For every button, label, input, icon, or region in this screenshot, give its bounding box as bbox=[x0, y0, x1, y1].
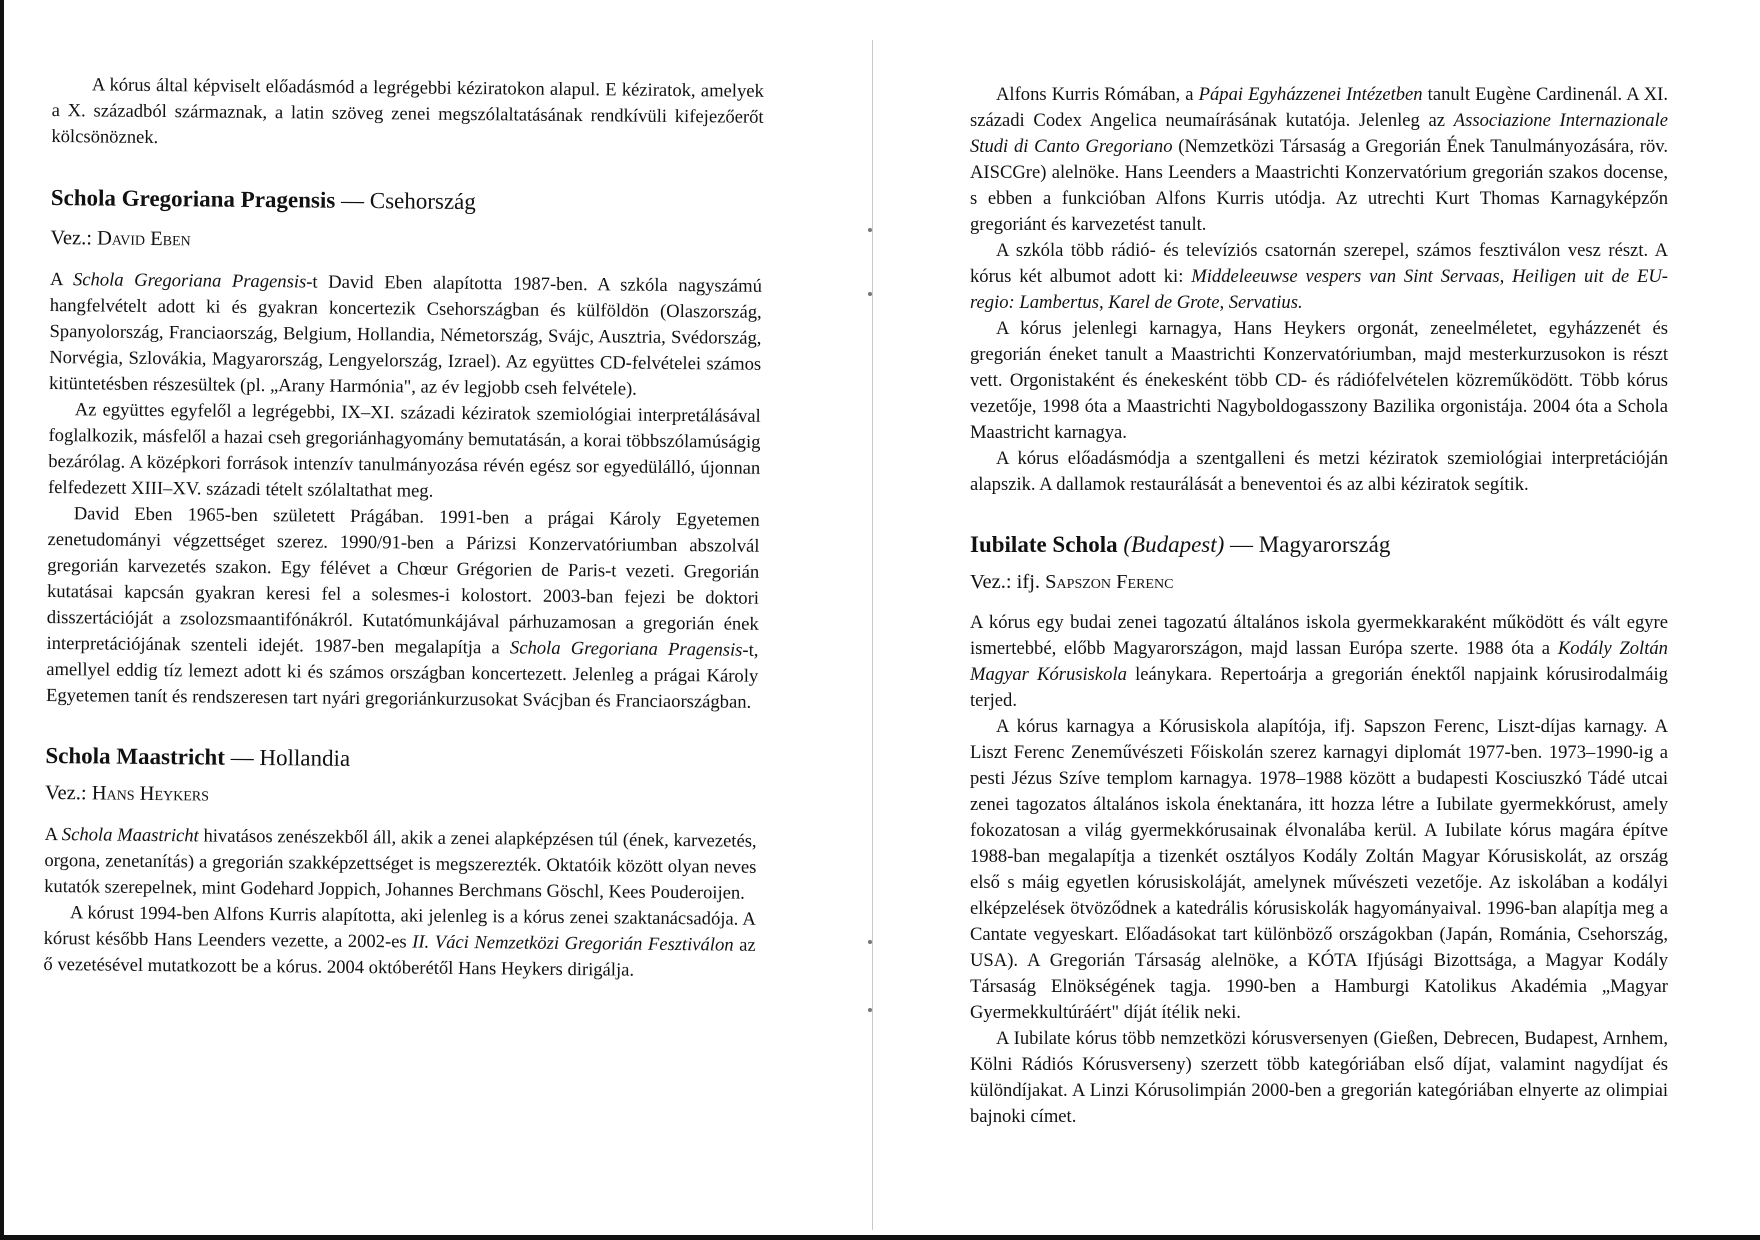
director-label: Vez.: bbox=[44, 781, 92, 805]
text-run: (Nemzetközi Társaság a Gregorián Ének Tanulmányozására, röv. AISCGre) alelnöke. Hans Leenders a Maastrichti Konzervatórium gregorián szakos docense, s ebben a funkcióban Alfons Kurris utódja. Az utrechti Kurt Thomas Karnagyképzőn gregoriánt és karvezetést tanult. bbox=[970, 136, 1669, 235]
text-run: A kórus egy budai zenei tagozatú általános iskola gyermekkaraként működött és vált egyre ismertebbé, előbb Magyarországon, majd lassan Európa szerte. 1988 óta a bbox=[970, 612, 1668, 659]
paragraph: A kórus jelenlegi karnagya, Hans Heykers orgonát, zeneelméletet, egyházzenét és gregorián éneket tanult a Maastrichti Konzervatóriumban, majd mesterkurzusokon is részt vett. Orgonistaként és énekesként több CD- és rádiófelvételen közreműködött. Több kórus vezetője, 1998 óta a Maastrichti Nagyboldogasszony Bazilika orgonistája. 2004 óta a Schola Maastricht karnagya. bbox=[970, 318, 1668, 443]
intro-paragraph: A kórus által képviselt előadásmód a legrégebbi kéziratokon alapul. E kéziratok, amelyek a X. századból származnak, a latin szöveg zenei megszólaltatásának rendkívüli kifejezőerőt kölcsönöznek. bbox=[51, 74, 764, 149]
text-run: A szkóla több rádió- és televíziós csatornán szerepel, számos fesztiválon vesz részt. A kórus két albumot adott ki: bbox=[970, 240, 1668, 287]
choir-country: Csehország bbox=[369, 188, 476, 215]
paragraph: A Iubilate kórus több nemzetközi kórusversenyen (Gießen, Debrecen, Budapest, Arnhem, Kölni Rádiós Kórusverseny) szerzett több kategóriában első díjat, valamint nagydíjat és különdíjakat. A Linzi Kórusolimpián 2000-ben a gregorián kategóriában elnyerte az olimpiai bajnoki címet. bbox=[970, 1028, 1668, 1127]
choir-name: Schola Maastricht bbox=[45, 742, 226, 770]
page-gutter bbox=[872, 40, 873, 1230]
director-line bbox=[45, 779, 757, 814]
italic-title: Schola Gregoriana Pragensis bbox=[509, 637, 743, 661]
text-run: David Eben 1965-ben született Prágában. 1991-ben a prágai Károly Egyetemen zenetudományi végzettséget szerez. 1990/91-ben a Párizsi Konzervatóriumban abszolvál gregorián karvezetés szakon. Egy félévet a Chœur Grégorien de Paris-t vezeti. Gregorián kutatásai kapcsán gyakran keresi fel a solesmes-i kolostort. 2003-ban fejezi be doktori disszertációját a zsolozsmaantifónákról. Kutatómunkájával párhuzamosan a gregorián ének interpretációjának szenteli idejét. 1987-ben megalapítja a bbox=[46, 503, 760, 659]
director-name: Hans Heykers bbox=[91, 782, 210, 806]
heading-separator: — bbox=[335, 187, 370, 214]
italic-title: Middeleeuwse vespers van Sint Servaas, Heiligen uit de EU-regio: Lambertus, Karel de Grote, Servatius. bbox=[970, 266, 1668, 313]
heading-separator: — bbox=[224, 744, 260, 771]
text-run: -t, amellyel eddig tíz lemezt adott ki és számos országban koncertezett. Jelenleg a prágai Károly Egyetemen tanít és rendszeresen tart nyári gregoriánkurzusokat Svácjban és Franciaországban. bbox=[45, 639, 759, 713]
paragraph: A kórus karnagya a Kórusiskola alapítója, ifj. Sapszon Ferenc, Liszt-díjas karnagy. A Liszt Ferenc Zeneművészeti Főiskolán szerez karnagyi diplomát 1977-ben. 1973–1990-ig a pesti Jézus Szíve templom karnagya. 1978–1988 között a budapesti Kosciuszkó Tádé utcai zenei tagozatos általános iskola énektanára, itt hozza létre a Iubilate gyermekkórust, amely fokozatosan a világ gyermekkórusainak élvonalába kerül. A Iubilate kórus magára építve 1988-ban megalapítja a tizenkét osztályos Kodály Zoltán Magyar Kórusiskolát, az ország első s máig egyetlen kórusiskoláját, amelynek művészeti vezetője. Az iskolában a kodályi elképzelések ötvöződnek a katedrális kórusiskolák hagyományaival. 1996-ban alapítja meg a Cantate vegyeskart. Előadásokat tart különböző országokban (Japán, Románia, Csehország, USA). A Gregorián Társaság alelnöke, a KÓTA Ifjúsági Bizottsága, a Magyar Kodály Társaság Elnökségének tagja. 1990-ben a Hamburgi Katolikus Akadémia „Magyar Gyermekkultúráért" díját ítélik neki. bbox=[970, 716, 1668, 1023]
italic-title: Kodály Zoltán Magyar Kórusiskola bbox=[970, 638, 1668, 685]
paragraph bbox=[46, 501, 760, 716]
paragraph bbox=[43, 900, 756, 985]
paragraph bbox=[970, 610, 1668, 714]
left-page bbox=[43, 72, 764, 985]
paragraph: A kórus előadásmódja a szentgalleni és metzi kéziratok szemiológiai interpretációján alapszik. A dallamok restaurálását a beneventoi és az albi kéziratok segítik. bbox=[970, 448, 1668, 495]
text-run: -t David Eben alapította 1987-ben. A szkóla nagyszámú hangfelvételt adott ki és gyakran koncertezik Csehországban és külföldön (Olaszország, Spanyolország, Franciaország, Belgium, Hollandia, Németország, Svájc, Ausztria, Svédország, Norvégia, Szlovákia, Magyarország, Lengyelország, Izrael). Az együttes CD-felvételei számos kitüntetésben részesültek (pl. „Arany Harmónia", az év legjobb cseh felvétele). bbox=[48, 271, 763, 400]
director-name: Sapszon Ferenc bbox=[1045, 571, 1174, 593]
director-label: Vez.: ifj. bbox=[970, 571, 1046, 593]
scan-speck bbox=[868, 292, 872, 296]
text-run: A bbox=[44, 823, 62, 846]
right-page bbox=[970, 82, 1668, 1130]
text-run: A bbox=[49, 268, 74, 291]
paragraph bbox=[44, 822, 757, 907]
text-run: az ő vezetésével mutatkozott be a kórus. 2004 októberétől Hans Heykers dirigálja. bbox=[43, 934, 756, 981]
italic-title: Pápai Egyházzenei Intézetben bbox=[1198, 84, 1423, 105]
paragraph bbox=[970, 82, 1668, 238]
scan-speck bbox=[868, 228, 872, 232]
text-run: tanult Eugène Cardinenál. A XI. századi Codex Angelica neumaírásának kutatója. Jelenleg az bbox=[970, 84, 1668, 131]
paragraph bbox=[970, 238, 1668, 316]
italic-title: Associazione Internazionale Studi di Canto Gregoriano bbox=[970, 110, 1669, 157]
section-heading-schola-maastricht bbox=[45, 741, 757, 778]
choir-name: Iubilate Schola bbox=[970, 532, 1118, 557]
scan-edge-bottom bbox=[0, 1235, 1760, 1240]
text-run: leánykara. Repertoárja a gregorián énektől napjaink kórusirodalmáig terjed. bbox=[970, 664, 1668, 711]
choir-country: Magyarország bbox=[1258, 532, 1391, 557]
scan-speck bbox=[868, 1008, 872, 1012]
director-line bbox=[50, 224, 762, 259]
heading-separator: — bbox=[1224, 532, 1259, 557]
italic-title: Schola Maastricht bbox=[61, 824, 199, 847]
director-line bbox=[970, 568, 1668, 596]
italic-title: II. Váci Nemzetközi Gregorián Fesztiválon bbox=[412, 931, 734, 956]
scan-speck bbox=[868, 940, 872, 944]
section-heading-iubilate-schola bbox=[970, 530, 1668, 560]
italic-title: Schola Gregoriana Pragensis bbox=[72, 269, 307, 293]
choir-country: Hollandia bbox=[259, 745, 351, 771]
paragraph bbox=[49, 267, 762, 404]
text-run: hivatásos zenészekből áll, akik a zenei alapképzésen túl (ének, karvezetés, orgona, zenetanítás) a gregorián szakképzettséget is megszerezték. Oktatóik között olyan neves kutatók szerepelnek, mint Godehard Joppich, Johannes Berchmans Göschl, Kees Pouderoijen. bbox=[44, 825, 757, 904]
choir-name: Schola Gregoriana Pragensis bbox=[50, 184, 336, 213]
scan-edge-left bbox=[0, 0, 4, 1240]
text-run: Alfons Kurris Rómában, a bbox=[996, 84, 1199, 105]
director-label: Vez.: bbox=[50, 226, 98, 250]
text-run: A kórust 1994-ben Alfons Kurris alapította, aki jelenleg is a kórus zenei szaktanácsadója. A kórust később Hans Leenders vezette, a 2002-es bbox=[43, 902, 756, 953]
director-name: David Eben bbox=[96, 227, 191, 251]
section-heading-schola-gregoriana-pragensis bbox=[51, 183, 763, 220]
choir-city: (Budapest) bbox=[1123, 532, 1225, 557]
paragraph: Az együttes egyfelől a legrégebbi, IX–XI. századi kéziratok szemiológiai interpretálásával foglalkozik, másfelől a hazai cseh gregoriánhagyomány bemutatásán, a korai többszólamúságig bezárólag. A középkori források intenzív tanulmányozása révén egész sor egyedülálló, újonnan felfedezett XIII–XV. századi tételt szólaltathat meg. bbox=[47, 399, 761, 502]
